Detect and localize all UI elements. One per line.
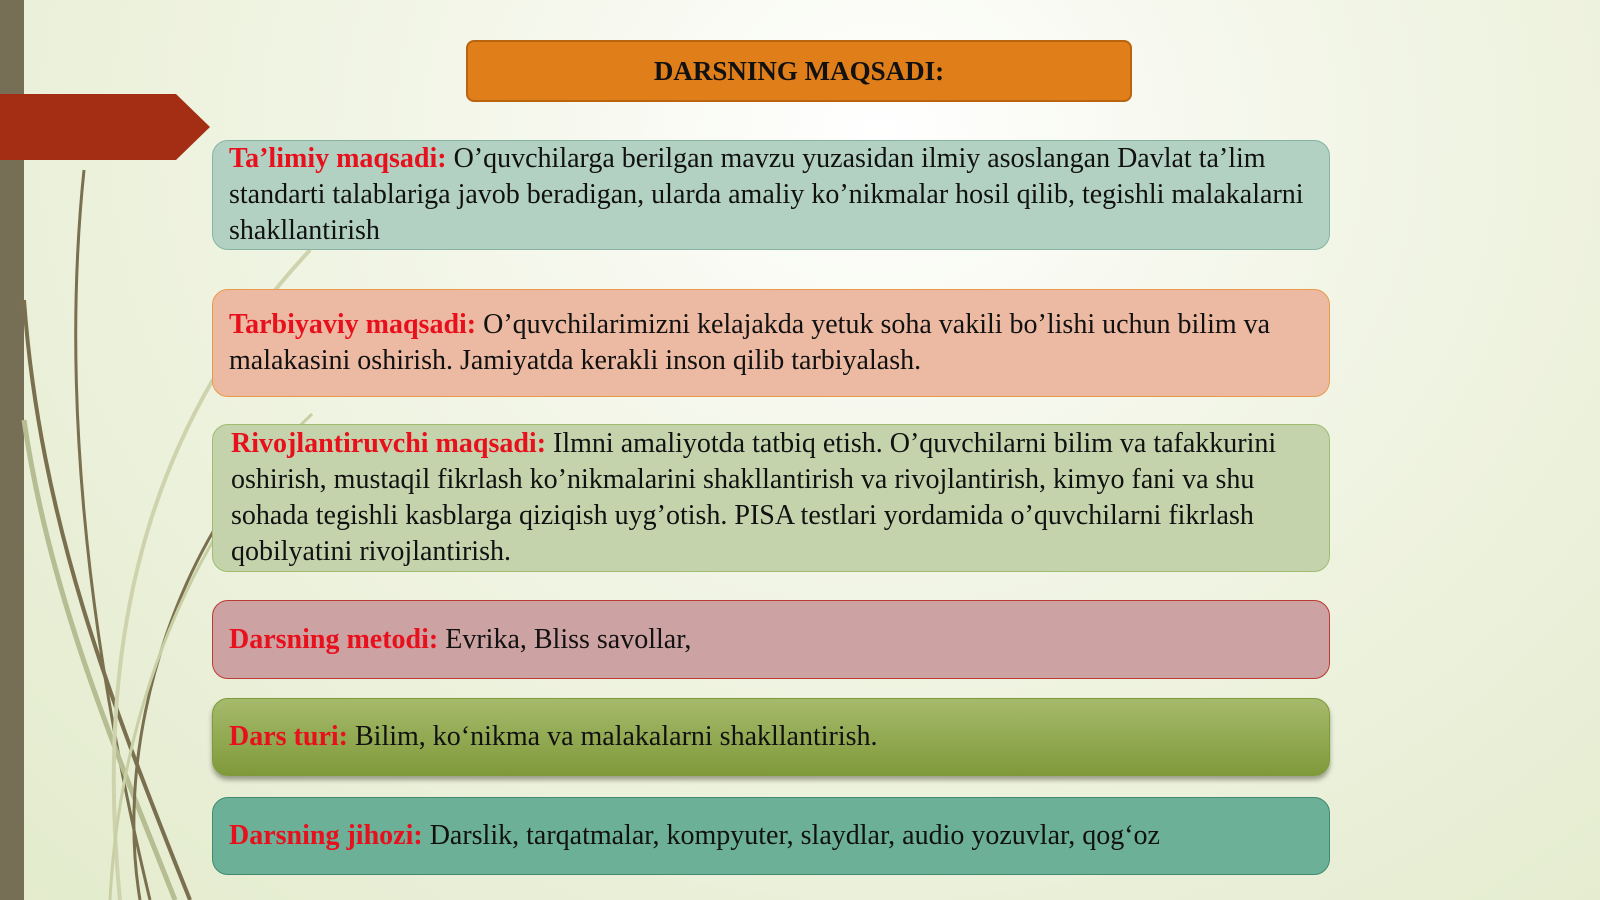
rivojlantiruvchi-label: Rivojlantiruvchi maqsadi: — [231, 428, 547, 459]
jihozi-text: Darslik, tarqatmalar, kompyuter, slaydlar, audio yozuvlar, qog‘oz — [422, 820, 1160, 851]
dars-turi-label: Dars turi: — [229, 721, 348, 752]
talimiy-label: Ta’limiy maqsadi: — [229, 143, 447, 174]
arrow-flag-shape — [0, 94, 210, 160]
talimiy-maqsad-box — [212, 140, 1330, 250]
metodi-text: Evrika, Bliss savollar, — [438, 623, 692, 655]
metodi-label: Darsning metodi: — [229, 623, 439, 655]
rivojlantiruvchi-maqsad-box — [212, 424, 1330, 572]
darsning-jihozi-box — [212, 797, 1330, 875]
talimiy-text: O’quvchilarga berilgan mavzu yuzasidan ilmiy asoslangan Davlat ta’lim standarti talablariga javob beradigan, ularda amaliy ko’nikmalar hosil qilib, tegishli malakalarni shakllantirish — [229, 143, 1304, 246]
jihozi-label: Darsning jihozi: — [229, 820, 423, 851]
dars-turi-text: Bilim, ko‘nikma va malakalarni shakllantirish. — [347, 721, 878, 752]
darsning-metodi-box — [212, 600, 1330, 679]
rivojlantiruvchi-text: Ilmni amaliyotda tatbiq etish. O’quvchilarni bilim va tafakkurini oshirish, mustaqil fikrlash ko’nikmalarini shakllantirish va rivojlantirish, kimyo fani va shu sohada tegishli kasblarga qiziqish uyg’otish. PISA testlari yordamida o’quvchilarni fikrlash qobilyatini rivojlantirish. — [231, 428, 1277, 567]
tarbiyaviy-maqsad-box — [212, 289, 1330, 397]
slide-title: DARSNING MAQSADI: — [466, 40, 1132, 102]
tarbiyaviy-text: O’quvchilarimizni kelajakda yetuk soha vakili bo’lishi uchun bilim va malakasini oshirish. Jamiyatda kerakli inson qilib tarbiyalash. — [229, 309, 1271, 376]
tarbiyaviy-label: Tarbiyaviy maqsadi: — [229, 309, 477, 340]
dars-turi-box — [212, 698, 1330, 776]
